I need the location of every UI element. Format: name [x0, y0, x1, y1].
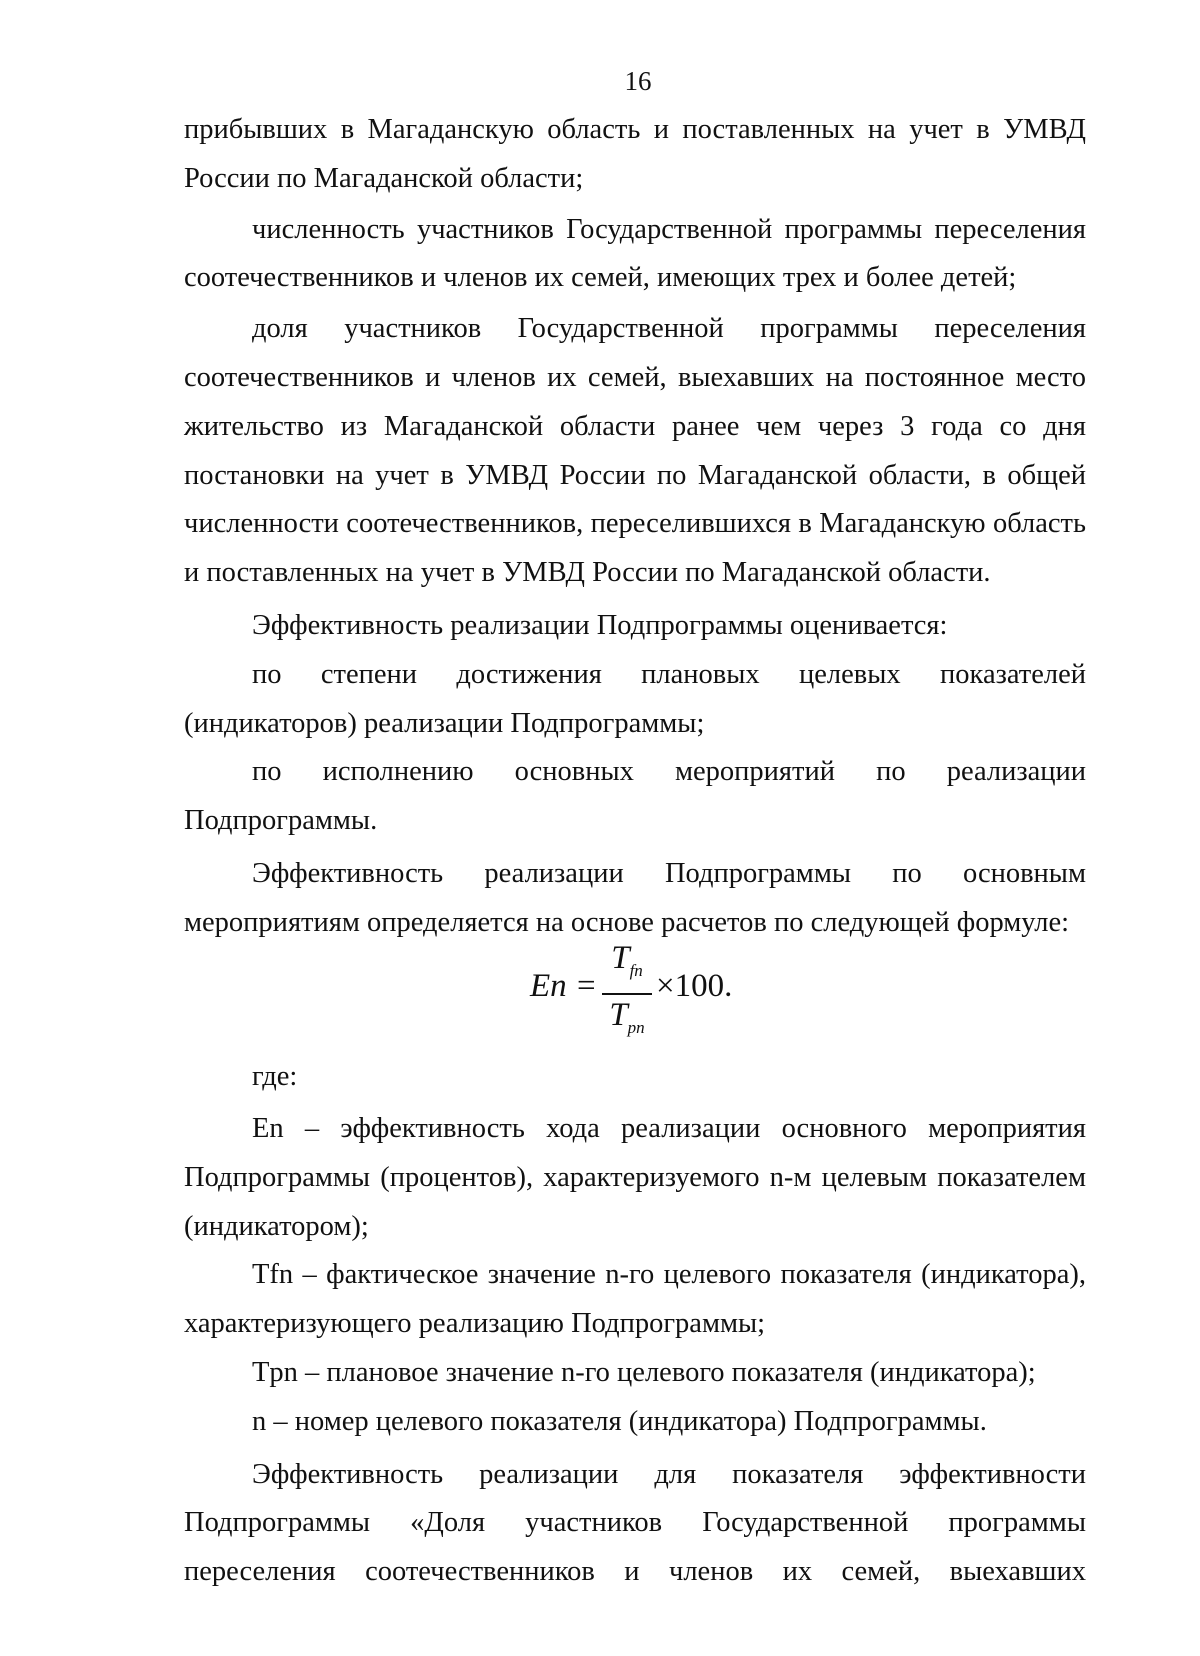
formula-rhs: ×100.	[656, 968, 733, 1004]
efficiency-formula	[530, 940, 770, 1040]
paragraph-7: Эффективность реализации Подпрограммы по основным мероприятиям определяется на основе расчетов по следующей формуле:	[184, 857, 1086, 938]
fraction-bar	[602, 993, 652, 995]
formula-fraction	[602, 940, 652, 1046]
formula-denominator-sub: pn	[627, 1018, 645, 1037]
paragraph-4: Эффективность реализации Подпрограммы оценивается:	[252, 609, 948, 641]
paragraph-5: по степени достижения плановых целевых показателей (индикаторов) реализации Подпрограммы;	[184, 658, 1086, 739]
document-body-bottom	[184, 1105, 1086, 1597]
paragraph-1: прибывших в Магаданскую область и поставленных на учет в УМВД России по Магаданской области;	[184, 114, 1086, 194]
formula-numerator-sub: fn	[629, 961, 643, 980]
formula-lhs: En =	[530, 968, 598, 1004]
formula-numerator: $T_{fn}$	[611, 940, 643, 980]
paragraph-3: доля участников Государственной программы переселения соотечественников и членов их семей, выехавших на постоянное место жительство из Магаданской области ранее чем через 3 года со дня постановки на учет в УМВД России по Магаданской области, в общей численности соотечественников, переселившихся в Магаданскую область и поставленных на учет в УМВД России по Магаданской области.	[184, 313, 1086, 589]
paragraph-efficiency-indicator: Эффективность реализации для показателя эффективности Подпрограммы «Доля участников Государственной программы переселения соотечественников и членов их семей, выехавших	[184, 1458, 1086, 1588]
definition-n: n – номер целевого показателя (индикатора) Подпрограммы.	[252, 1405, 987, 1437]
where-label: где:	[252, 1061, 298, 1092]
paragraph-2: численность участников Государственной программы переселения соотечественников и членов их семей, имеющих трех и более детей;	[184, 213, 1086, 294]
formula-denominator: $T_{pn}$	[609, 997, 645, 1037]
definition-tpn: Tpn – плановое значение n-го целевого показателя (индикатора);	[252, 1356, 1036, 1388]
document-body-top	[184, 106, 1086, 948]
definition-tfn: Tfn – фактическое значение n-го целевого показателя (индикатора), характеризующего реализацию Подпрограммы;	[184, 1259, 1086, 1340]
page-number: 16	[624, 66, 652, 96]
definition-en: En – эффективность хода реализации основного мероприятия Подпрограммы (процентов), характеризуемого n-м целевым показателем (индикатором);	[184, 1113, 1086, 1242]
paragraph-6: по исполнению основных мероприятий по реализации Подпрограммы.	[184, 756, 1086, 837]
